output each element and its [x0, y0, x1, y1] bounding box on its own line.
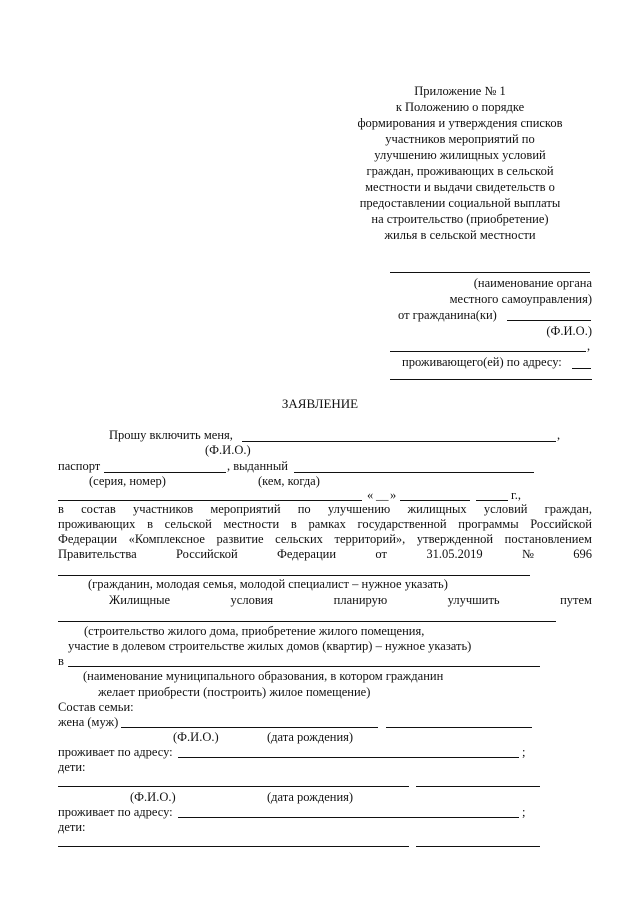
child-fio-hint: (Ф.И.О.) [130, 790, 176, 804]
issued-label: , выданный [227, 459, 288, 473]
word: постановлением [504, 532, 592, 546]
addressee-fio-line[interactable] [390, 351, 586, 352]
addressee-fio-hint: (Ф.И.О.) [546, 324, 592, 338]
word: улучшить [447, 593, 500, 607]
category-hint: (гражданин, молодая семья, молодой специалист – нужное указать) [88, 577, 448, 591]
spouse-label: жена (муж) [58, 715, 119, 729]
word: от [375, 547, 387, 561]
residing-address-line[interactable] [572, 368, 591, 369]
word: условий [483, 502, 528, 516]
organ-hint-line2: местного самоуправления) [449, 292, 592, 306]
word: программы [458, 517, 519, 531]
word: в [58, 502, 64, 516]
word: Жилищные [109, 593, 171, 607]
family-label: Состав семьи: [58, 700, 134, 714]
paragraph-line-4 [58, 547, 592, 562]
appendix-line: формирования и утверждения списков [357, 116, 563, 130]
appendix-line: местности и выдачи свидетельств о [365, 180, 555, 194]
appendix-line: жилья в сельской местности [384, 228, 536, 242]
passport-number-line[interactable] [104, 472, 226, 473]
category-line[interactable] [58, 575, 530, 576]
from-citizen-line[interactable] [507, 320, 591, 321]
paragraph-line-2 [58, 517, 592, 532]
in-label: в [58, 654, 64, 668]
word: государственной [357, 517, 447, 531]
word: путем [560, 593, 592, 607]
word: жилищных [407, 502, 467, 516]
spouse-fio-line[interactable] [121, 727, 378, 728]
child-fio-line[interactable] [58, 786, 409, 787]
issuer-hint: (кем, когда) [258, 474, 320, 488]
word: 31.05.2019 [426, 547, 483, 561]
word: Российской [530, 517, 592, 531]
improve-line [109, 593, 592, 608]
addressee-comma: , [587, 339, 591, 353]
request-comma: , [557, 428, 561, 442]
word: улучшению [327, 502, 391, 516]
residing-address-line2[interactable] [390, 379, 592, 380]
appendix-line: участников мероприятий по [385, 132, 535, 146]
children-label-2: дети: [58, 820, 86, 834]
word: № [521, 547, 534, 561]
word: рамках [308, 517, 346, 531]
word: в [290, 517, 297, 531]
child-birth-date-hint: (дата рождения) [267, 790, 354, 804]
appendix-line: улучшению жилищных условий [374, 148, 546, 162]
word: «Комплексное [128, 532, 205, 546]
word: Российской [176, 547, 238, 561]
child-address-label: проживает по адресу: [58, 805, 173, 819]
word: в [147, 517, 153, 531]
child2-fio-line[interactable] [58, 846, 409, 847]
request-text: Прошу включить меня, [109, 428, 233, 442]
word: 696 [573, 547, 592, 561]
word: по [297, 502, 311, 516]
passport-issuer-line[interactable] [294, 472, 534, 473]
document-title: ЗАЯВЛЕНИЕ [281, 396, 359, 411]
passport-issuer-line2[interactable] [58, 500, 362, 501]
word: Правительства [58, 547, 137, 561]
municipality-hint-line2: желает приобрести (построить) жилое помещение) [98, 685, 371, 699]
word: состав [81, 502, 116, 516]
municipality-hint-line1: (наименование муниципального образования, в котором гражданин [83, 669, 444, 683]
paragraph-line-1 [58, 502, 592, 517]
spouse-address-line[interactable] [178, 757, 519, 758]
municipality-line[interactable] [68, 666, 540, 667]
word: мероприятий [210, 502, 281, 516]
date-year-line[interactable] [476, 500, 508, 501]
date-close-quote: » [390, 488, 397, 502]
appendix-line: Приложение № 1 [414, 84, 506, 98]
word: сельской [164, 517, 212, 531]
word: планирую [333, 593, 388, 607]
word: территорий», [334, 532, 406, 546]
word: условия [230, 593, 274, 607]
child-birth-date-line[interactable] [416, 786, 540, 787]
way-hint-line2: участие в долевом строительстве жилых домов (квартир) – нужное указать) [68, 639, 472, 653]
date-open-quote: « [367, 488, 374, 502]
child-address-line[interactable] [178, 817, 519, 818]
spouse-birth-date-line[interactable] [386, 727, 532, 728]
word: проживающих [58, 517, 136, 531]
appendix-line: граждан, проживающих в сельской [366, 164, 554, 178]
way-hint-line1: (строительство жилого дома, приобретение жилого помещения, [84, 624, 425, 638]
from-citizen-label: от гражданина(ки) [398, 308, 497, 322]
year-suffix: г., [511, 488, 521, 502]
applicant-fio-line[interactable] [242, 441, 556, 442]
applicant-fio-hint: (Ф.И.О.) [205, 443, 251, 457]
word: сельских [275, 532, 323, 546]
word: участников [133, 502, 194, 516]
spouse-birth-date-hint: (дата рождения) [267, 730, 354, 744]
word: Федерации [277, 547, 337, 561]
word: граждан, [544, 502, 592, 516]
residing-label: проживающего(ей) по адресу: [402, 355, 562, 369]
spouse-address-semicolon: ; [522, 745, 526, 759]
spouse-fio-hint: (Ф.И.О.) [173, 730, 219, 744]
paragraph-line-3 [58, 532, 592, 547]
passport-label: паспорт [58, 459, 101, 473]
word: местности [223, 517, 280, 531]
series-number-hint: (серия, номер) [89, 474, 166, 488]
child-address-semicolon: ; [522, 805, 526, 819]
appendix-line: к Положению о порядке [395, 100, 525, 114]
word: Федерации [58, 532, 118, 546]
date-day: __ [376, 488, 389, 502]
improvement-way-line[interactable] [58, 621, 556, 622]
date-month-line[interactable] [400, 500, 470, 501]
word: утвержденной [416, 532, 494, 546]
children-label: дети: [58, 760, 86, 774]
appendix-line: предоставлении социальной выплаты [359, 196, 561, 210]
spouse-address-label: проживает по адресу: [58, 745, 173, 759]
word: развитие [216, 532, 264, 546]
appendix-line: на строительство (приобретение) [371, 212, 549, 226]
organ-name-line[interactable] [390, 272, 590, 273]
child2-birth-date-line[interactable] [416, 846, 540, 847]
organ-hint-line1: (наименование органа [473, 276, 592, 290]
